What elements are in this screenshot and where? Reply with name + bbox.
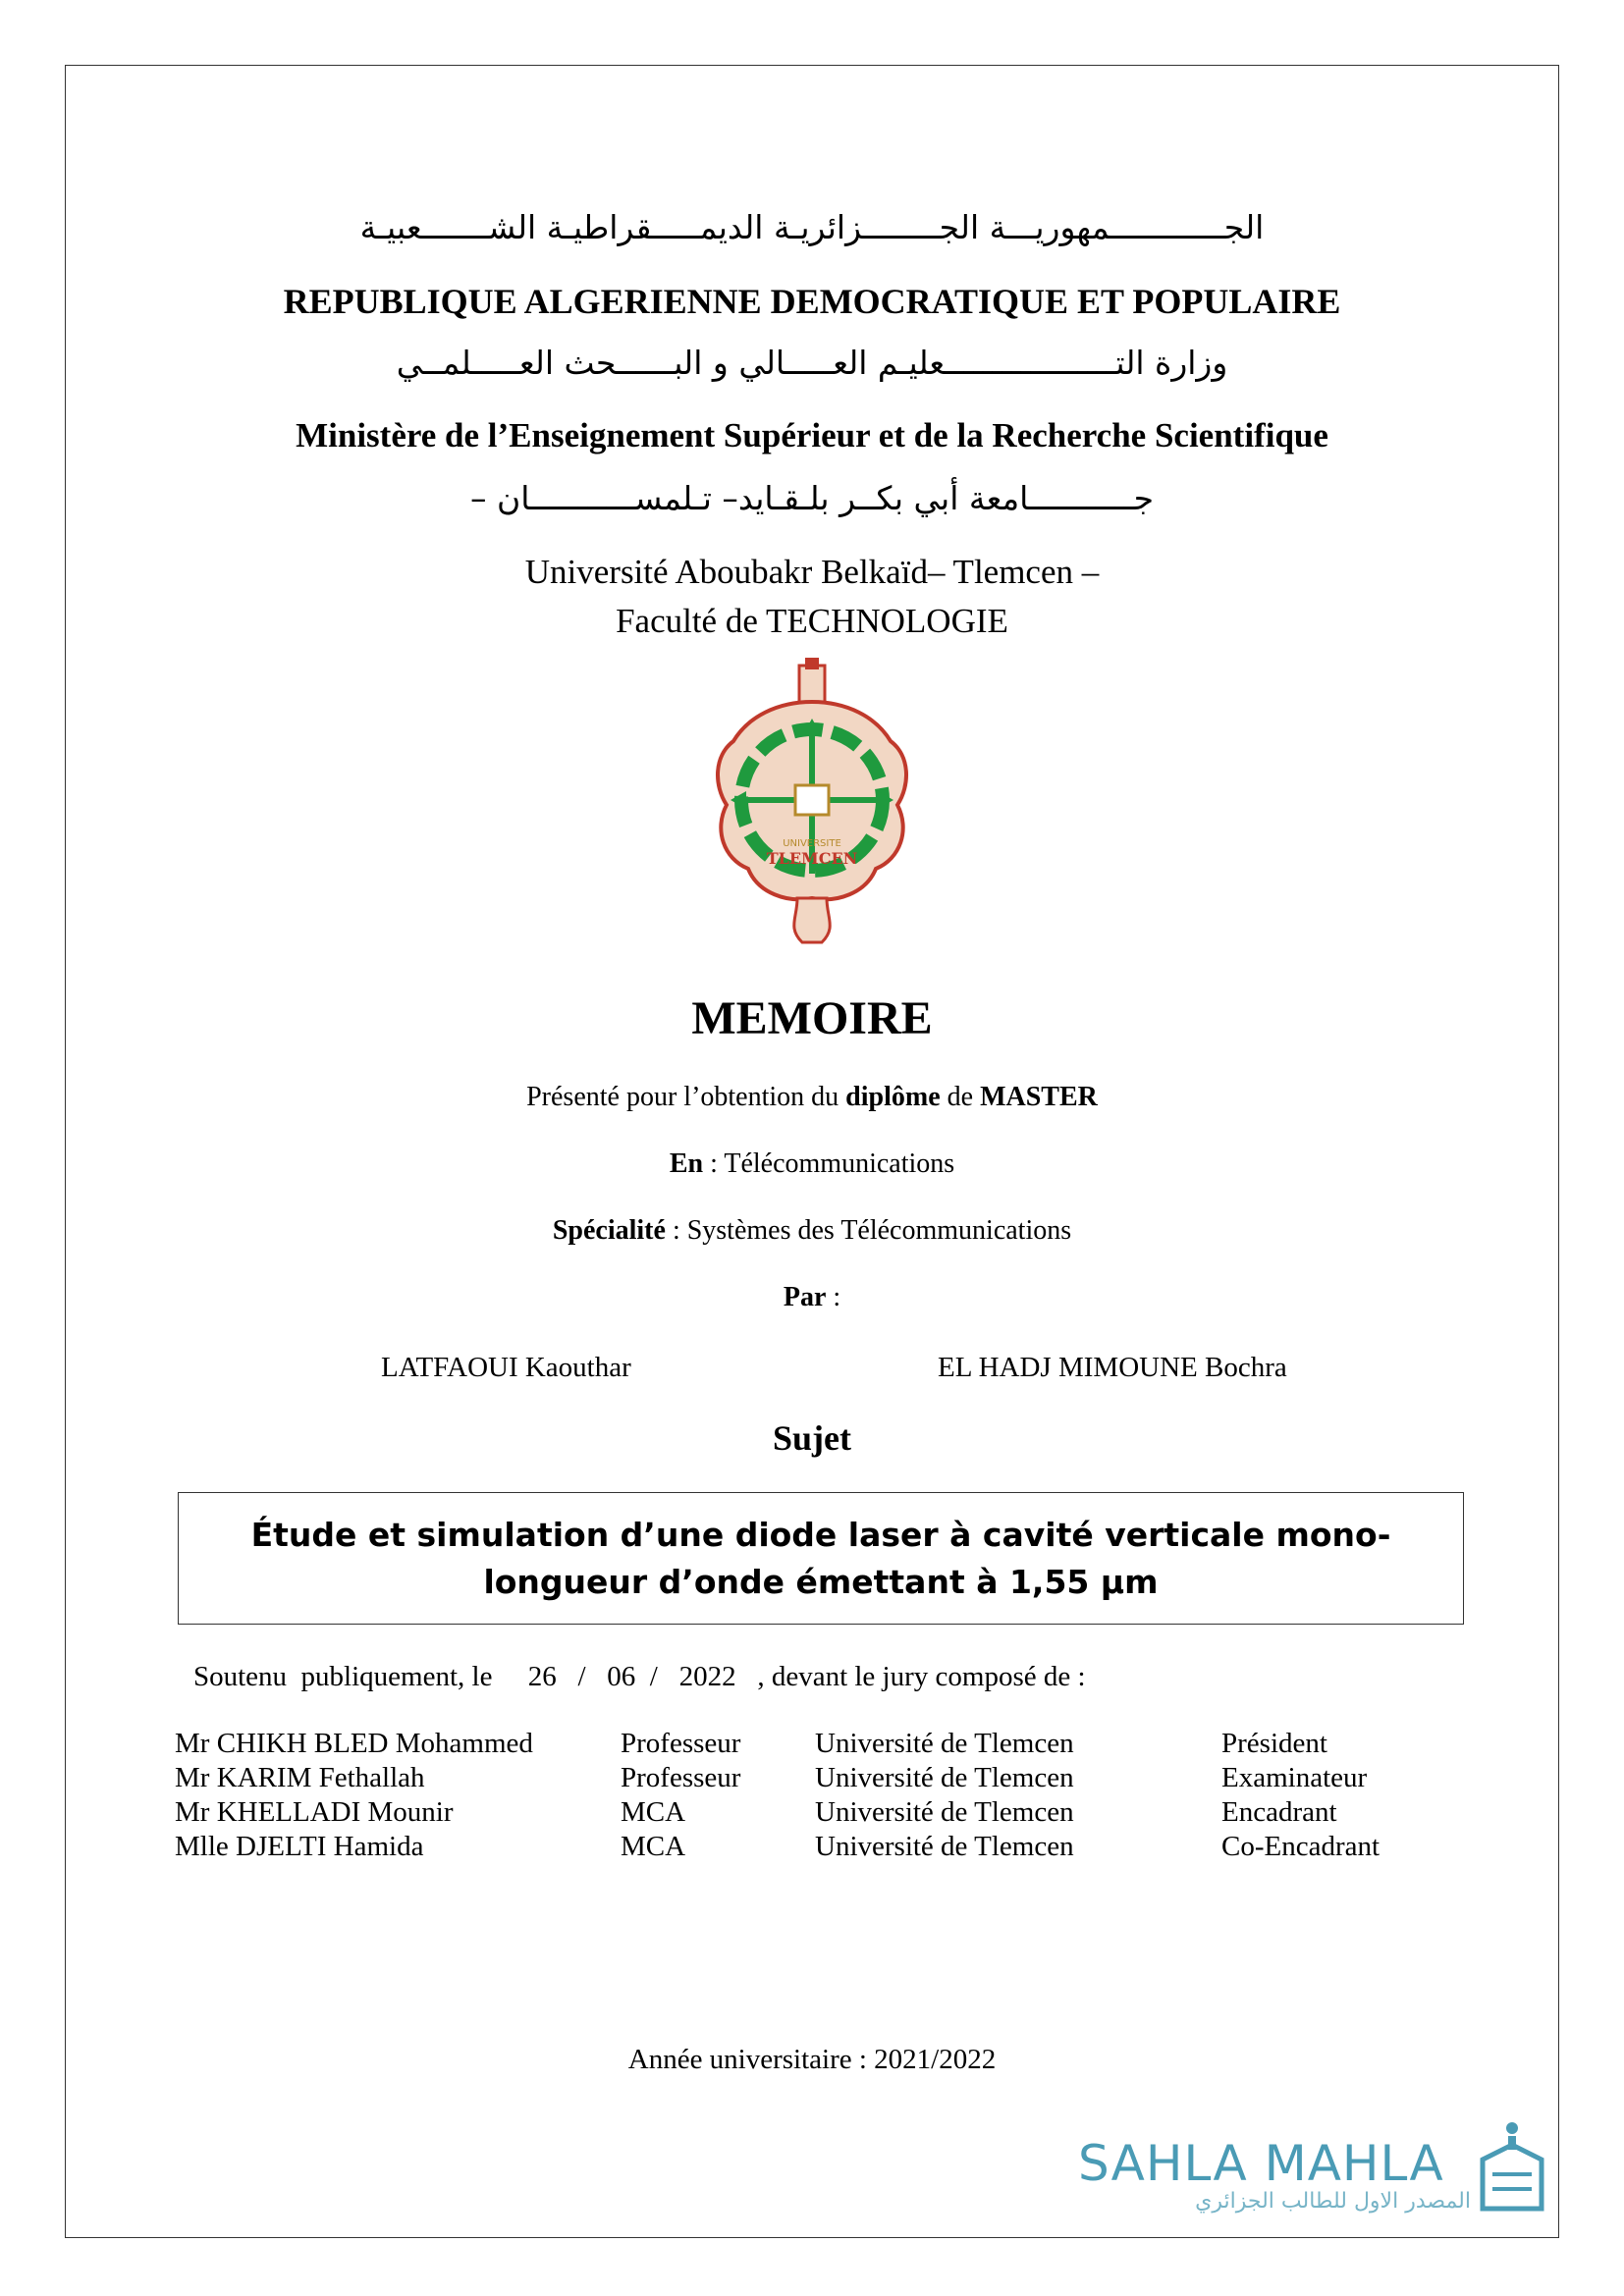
jury-role: Encadrant <box>1221 1796 1337 1828</box>
jury-name: Mlle DJELTI Hamida <box>175 1831 424 1862</box>
specialty-line <box>65 1215 1559 1247</box>
defense-line: Soutenu publiquement, le 26 / 06 / 2022 , devant le jury composé de : <box>193 1661 1086 1692</box>
jury-institution: Université de Tlemcen <box>815 1728 1074 1759</box>
specialite-value: : Systèmes des Télécommunications <box>665 1215 1072 1246</box>
en-label: En <box>669 1148 704 1179</box>
par-line <box>65 1282 1559 1313</box>
jury-name: Mr CHIKH BLED Mohammed <box>175 1728 533 1759</box>
jury-institution: Université de Tlemcen <box>815 1762 1074 1793</box>
author-1: LATFAOUI Kaouthar <box>381 1352 631 1383</box>
jury-grade: Professeur <box>621 1728 741 1759</box>
thesis-title: Étude et simulation d’une diode laser à cavité verticale mono-longueur d’onde émettant à 1,55 µm <box>250 1515 1391 1601</box>
republic-title: REPUBLIQUE ALGERIENNE DEMOCRATIQUE ET POPULAIRE <box>283 282 1341 321</box>
memoire-title: MEMOIRE <box>691 992 933 1044</box>
field-line <box>65 1148 1559 1180</box>
master-label: MASTER <box>980 1082 1098 1112</box>
university-name: Université Aboubakr Belkaïd– Tlemcen – <box>524 553 1100 591</box>
logo-tower <box>799 666 825 705</box>
watermark-logo-icon <box>1473 2120 1551 2218</box>
author-2: EL HADJ MIMOUNE Bochra <box>938 1352 1287 1383</box>
sujet-label: Sujet <box>773 1418 851 1458</box>
jury-grade: MCA <box>621 1831 686 1862</box>
watermark-tagline: المصدر الاول للطالب الجزائري <box>1195 2189 1471 2214</box>
presented-line <box>65 1082 1559 1113</box>
jury-name: Mr KHELLADI Mounir <box>175 1796 454 1828</box>
jury-role: Président <box>1221 1728 1327 1759</box>
logo-stem <box>794 898 831 942</box>
academic-year: Année universitaire : 2021/2022 <box>627 2044 997 2075</box>
arabic-republic-line: الجــــــــــــمهوريـــة الجــــــــزائريـة الديمـــــقراطيـة الشـــــــعبيـة <box>359 208 1265 246</box>
jury-grade: Professeur <box>621 1762 741 1793</box>
thesis-title-box <box>178 1492 1464 1625</box>
watermark <box>1078 2135 1471 2214</box>
par-label: Par <box>783 1282 827 1312</box>
jury-institution: Université de Tlemcen <box>815 1831 1074 1862</box>
logo-text-top: UNIVERSITE <box>783 838 841 849</box>
ministry-title: Ministère de l’Enseignement Supérieur et de la Recherche Scientifique <box>296 416 1328 454</box>
jury-role: Examinateur <box>1221 1762 1368 1793</box>
watermark-brand: SAHLA MAHLA <box>1078 2135 1444 2192</box>
logo-book <box>795 785 829 815</box>
jury-grade: MCA <box>621 1796 686 1828</box>
arabic-ministry-line: وزارة التــــــــــــــــــعليـم العـــــالي و البــــــحث العـــــلمــي <box>396 344 1228 382</box>
faculty-name: Faculté de TECHNOLOGIE <box>616 602 1008 640</box>
logo-tower-top <box>805 658 819 669</box>
jury-name: Mr KARIM Fethallah <box>175 1762 425 1793</box>
specialite-label: Spécialité <box>552 1215 666 1246</box>
jury-institution: Université de Tlemcen <box>815 1796 1074 1828</box>
university-logo <box>709 658 915 947</box>
en-value: : Télécommunications <box>703 1148 955 1179</box>
presented-prefix: Présenté pour l’obtention du <box>526 1082 846 1112</box>
diploma-label: diplôme <box>845 1082 941 1112</box>
presented-mid: de <box>940 1082 981 1112</box>
arabic-university-line: جـــــــــــامعة أبي بكــر بلـقـايد– تـلمســـــــــــان – <box>470 479 1154 517</box>
jury-role: Co-Encadrant <box>1221 1831 1380 1862</box>
par-suffix: : <box>826 1282 841 1312</box>
logo-text-bottom: TLEMCEN <box>766 849 858 868</box>
